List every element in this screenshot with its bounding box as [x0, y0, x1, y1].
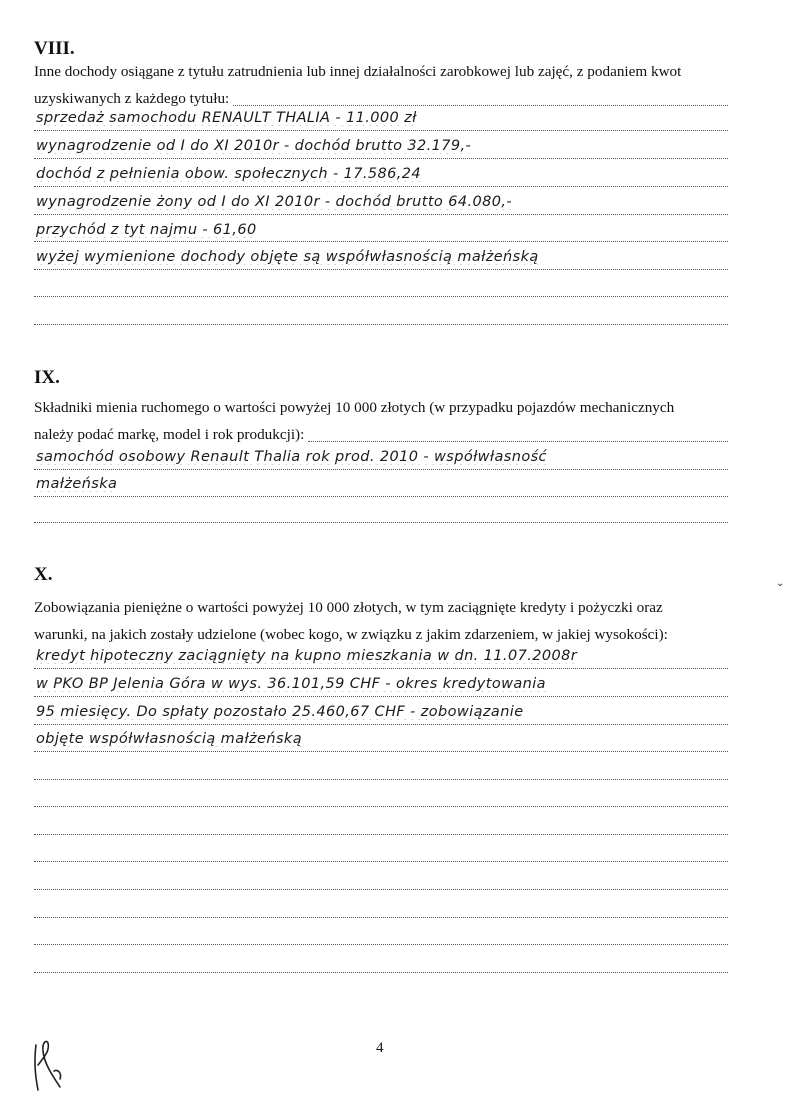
section-x-heading: X. [34, 564, 53, 585]
dotted-line [34, 158, 728, 159]
section-ix-entry: samochód osobowy Renault Thalia rok prod. 2010 - współwłasność [36, 449, 547, 465]
dotted-line [34, 917, 728, 918]
section-viii-instruction-line1: Inne dochody osiągane z tytułu zatrudnienia lub innej działalności zarobkowej lub zajęć, z podaniem kwot [34, 63, 682, 80]
margin-mark: ⌄ [776, 578, 785, 589]
section-viii-entry: wyżej wymienione dochody objęte są współwłasnością małżeńską [36, 249, 539, 265]
dotted-line [34, 696, 728, 697]
section-x-entry: kredyt hipoteczny zaciągnięty na kupno mieszkania w dn. 11.07.2008r [36, 648, 578, 664]
dotted-line [34, 269, 728, 270]
section-viii-entry: sprzedaż samochodu RENAULT THALIA - 11.000 zł [36, 110, 417, 126]
signature-initials [30, 1035, 70, 1095]
section-x-instruction [34, 594, 728, 648]
dotted-line [34, 944, 728, 945]
dotted-line [34, 889, 728, 890]
section-viii-instruction-line2: uzyskiwanych z każdego tytułu: [34, 90, 230, 107]
section-ix-heading: IX. [34, 367, 60, 388]
section-x-entry: objęte współwłasnością małżeńską [36, 731, 302, 747]
dotted-line [34, 972, 728, 973]
dotted-line [34, 496, 728, 497]
dotted-line [34, 724, 728, 725]
dotted-line [34, 324, 728, 325]
section-viii-heading: VIII. [34, 38, 75, 59]
section-x-entry: w PKO BP Jelenia Góra w wys. 36.101,59 CHF - okres kredytowania [36, 676, 546, 692]
dotted-line [34, 241, 728, 242]
dotted-line [34, 779, 728, 780]
dotted-line [34, 214, 728, 215]
section-x-entry: 95 miesięcy. Do spłaty pozostało 25.460,67 CHF - zobowiązanie [36, 704, 524, 720]
section-ix-instruction [34, 394, 728, 448]
section-viii-entry: przychód z tyt najmu - 61,60 [36, 222, 257, 238]
dotted-line [34, 296, 728, 297]
section-viii-entry: wynagrodzenie od I do XI 2010r - dochód brutto 32.179,- [36, 138, 472, 154]
dotted-line [34, 668, 728, 669]
dotted-line [34, 751, 728, 752]
dotted-line [34, 806, 728, 807]
dotted-line [34, 522, 728, 523]
section-ix-instruction-line2: należy podać markę, model i rok produkcji): [34, 426, 305, 443]
section-ix-entry: małżeńska [36, 476, 118, 492]
section-viii-instruction [34, 58, 728, 112]
section-viii-entry: wynagrodzenie żony od I do XI 2010r - dochód brutto 64.080,- [36, 194, 512, 210]
dotted-fill [233, 104, 728, 106]
section-x-instruction-line1: Zobowiązania pieniężne o wartości powyżej 10 000 złotych, w tym zaciągnięte kredyty i pożyczki oraz [34, 599, 663, 616]
dotted-line [34, 834, 728, 835]
dotted-line [34, 186, 728, 187]
dotted-line [34, 130, 728, 131]
section-ix-instruction-line2-row [34, 421, 728, 448]
dotted-fill [308, 440, 728, 442]
section-viii-entry: dochód z pełnienia obow. społecznych - 17.586,24 [36, 166, 422, 182]
dotted-line [34, 469, 728, 470]
section-ix-instruction-line1: Składniki mienia ruchomego o wartości powyżej 10 000 złotych (w przypadku pojazdów mechanicznych [34, 399, 675, 416]
section-x-instruction-line2: warunki, na jakich zostały udzielone (wobec kogo, w związku z jakim zdarzeniem, w jakiej wysokości): [34, 626, 668, 643]
page-number: 4 [376, 1040, 384, 1056]
dotted-line [34, 861, 728, 862]
section-viii-instruction-line2-row [34, 85, 728, 112]
